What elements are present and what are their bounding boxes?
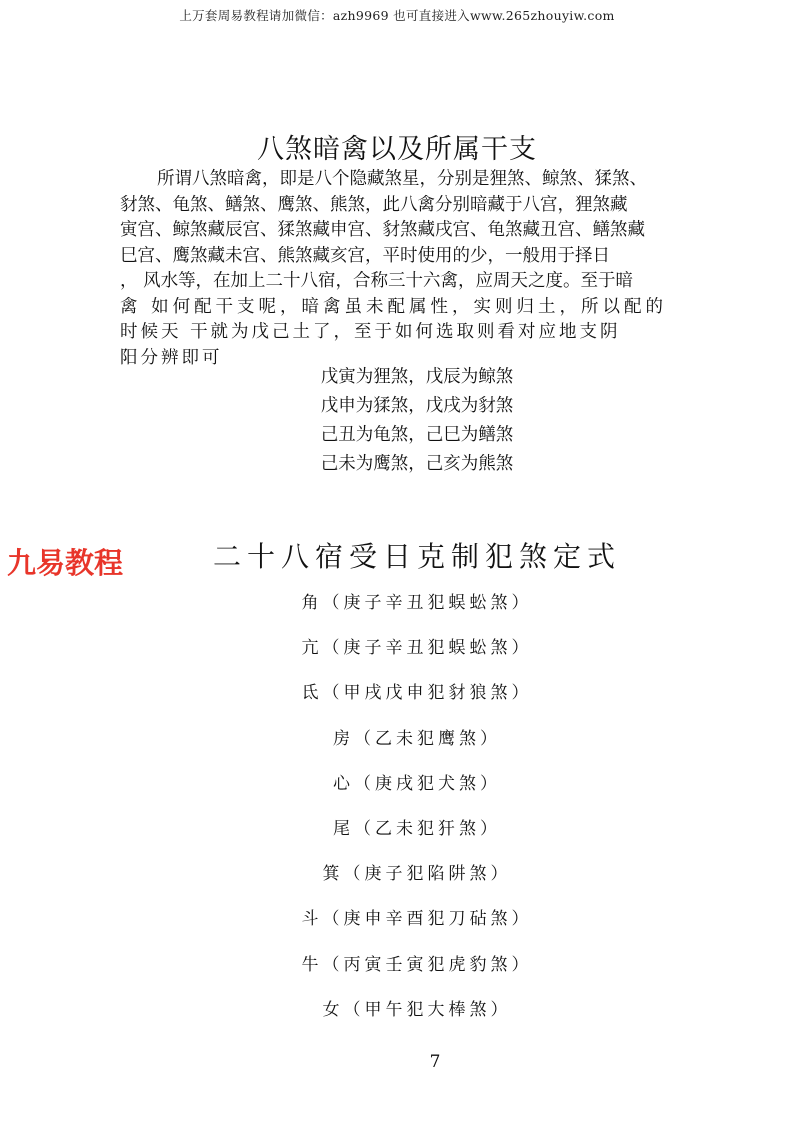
paragraph-line: 阳分辨即可	[120, 347, 223, 368]
section-title-28-mansions: 二十八宿受日克制犯煞定式	[213, 540, 622, 573]
paragraph-line: 巳宫、鹰煞藏未宫、熊煞藏亥宫，平时使用的少，一般用于择日	[120, 245, 610, 266]
mansion-item: 牛（丙寅壬寅犯虎豹煞）	[301, 954, 533, 975]
paragraph-line: 禽 如何配干支呢，暗禽虽未配属性，实则归土，所以配的	[120, 296, 668, 317]
mansion-item: 房（乙未犯鹰煞）	[333, 728, 501, 749]
page-number: 7	[429, 1052, 441, 1072]
mansion-item: 氐（甲戌戊申犯豺狼煞）	[301, 683, 533, 704]
paragraph-line: 寅宫、鲸煞藏辰宫、猱煞藏申宫、豺煞藏戌宫、龟煞藏丑宫、鳝煞藏	[120, 220, 645, 240]
mansion-item: 斗（庚申辛酉犯刀砧煞）	[301, 909, 533, 930]
paragraph-line: 所谓八煞暗禽，即是八个隐藏煞星，分别是狸煞、鲸煞、猱煞、	[157, 169, 647, 189]
mansion-item: 尾（乙未犯犴煞）	[333, 818, 501, 839]
mansion-item: 心（庚戌犯犬煞）	[333, 773, 501, 794]
ganzhi-pair: 戊寅为狸煞，戊辰为鲸煞	[320, 367, 514, 387]
ganzhi-pair: 己丑为龟煞，己巳为鳝煞	[320, 425, 514, 445]
intro-paragraph	[120, 167, 692, 371]
mansion-item: 女（甲午犯大棒煞）	[322, 999, 512, 1020]
mansions-list	[0, 585, 794, 1037]
page-header-watermark: 上万套周易教程请加微信：azh9969 也可直接进入www.265zhouyiw.com	[179, 8, 615, 23]
mansion-item: 亢（庚子辛丑犯蜈蚣煞）	[301, 638, 533, 659]
paragraph-line: 豺煞、龟煞、鳝煞、鹰煞、熊煞，此八禽分别暗藏于八宫，狸煞藏	[120, 194, 628, 215]
brand-logo-text: 九易教程	[7, 546, 124, 580]
mansion-item: 角（庚子辛丑犯蜈蚣煞）	[301, 593, 533, 613]
ganzhi-pair: 戊申为猱煞，戊戌为豺煞	[320, 396, 514, 416]
ganzhi-pairs-list	[0, 363, 794, 479]
section-title-eight-sha: 八煞暗禽以及所属干支	[257, 134, 537, 165]
paragraph-line: ， 风水等，在加上二十八宿，合称三十六禽，应周天之度。至于暗	[120, 271, 634, 291]
mansion-item: 箕（庚子犯陷阱煞）	[322, 864, 512, 885]
paragraph-line: 时候天 干就为戊己土了，至于如何选取则看对应地支阴	[120, 322, 621, 342]
ganzhi-pair: 己未为鹰煞，己亥为熊煞	[320, 454, 514, 474]
